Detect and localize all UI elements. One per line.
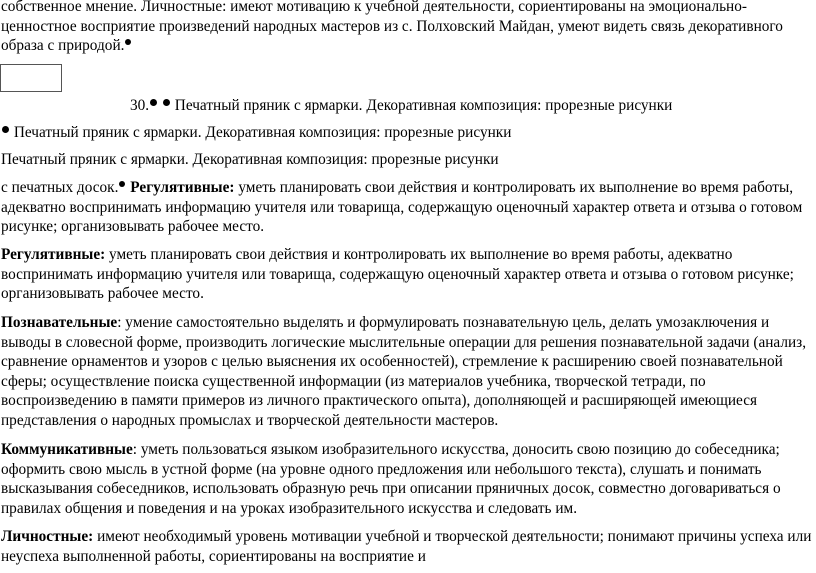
paragraph-personal — [1, 527, 813, 566]
section-label: Регулятивные: — [130, 179, 235, 196]
empty-frame-box — [0, 64, 62, 92]
section-label: Личностные: — [1, 528, 94, 545]
lesson-title-plain — [1, 150, 813, 170]
paragraph-text: : умение самостоятельно выделять и формулировать познавательную цель, делать умозаключения и выводы в словесной форме, производить логические мыслительные операции для решения познавательной задачи (анализ, сравнение орнаментов и узоров с целью выяснения их особенностей), стремление к расширению своей познавательной сферы; осуществление поиска существенной информации (из материалов учебника, творческой тетради, по воспроизведению в памяти примеров из личного практического опыта), дополняющей и расширяющей имеющиеся представления о народных промыслах и творческой деятельности мастеров. — [1, 314, 807, 429]
paragraph-lead: с печатных досок. — [1, 179, 119, 196]
bullet-dot-icon — [125, 39, 131, 45]
bullet-dot-icon — [2, 126, 9, 133]
lesson-title-text: Печатный пряник с ярмарки. Декоративная композиция: прорезные рисунки — [1, 151, 499, 168]
lesson-title-text: Печатный пряник с ярмарки. Декоративная композиция: прорезные рисунки — [13, 124, 512, 141]
paragraph-regulative-1 — [1, 178, 813, 237]
bullet-dot-icon — [119, 181, 125, 187]
lesson-title-bulleted — [1, 123, 813, 143]
paragraph-communicative — [1, 440, 813, 518]
paragraph-personal-intro — [1, 0, 813, 56]
section-label: Регулятивные: — [1, 246, 106, 263]
lesson-title-numbered — [130, 96, 810, 116]
paragraph-text: : уметь пользоваться языком изобразительного искусства, доносить свою позицию до собеседника; оформить свою мысль в устной форме (на уровне одного предложения или небольшого текста), слушать и понимать высказывания собеседников, использовать образную речь при описании пряничных досок, совместно договариваться о правилах общения и поведения и на уроках изобразительного искусства и следовать им. — [1, 441, 781, 517]
lesson-title-text: Печатный пряник с ярмарки. Декоративная композиция: прорезные рисунки — [174, 97, 673, 114]
bullet-dot-icon — [150, 99, 157, 106]
paragraph-text: имеют необходимый уровень мотивации учебной и творческой деятельности; понимают причины успеха или неуспеха выполненной работы, сориентированы на восприятие и — [1, 528, 812, 565]
lesson-number: 30. — [130, 97, 150, 114]
paragraph-cognitive — [1, 313, 813, 430]
paragraph-regulative-2 — [1, 245, 813, 304]
bullet-dot-icon — [163, 99, 170, 106]
paragraph-text: уметь планировать свои действия и контролировать их выполнение во время работы, адекватно воспринимать информацию учителя или товарища, содержащую оценочный характер ответа и отзыва о готовом рисунке; организовывать рабочее место. — [1, 246, 794, 302]
paragraph-text: собственное мнение. Личностные: имеют мотивацию к учебной деятельности, сориентированы на эмоционально-ценностное восприятие произведений народных мастеров из с. Полховский Майдан, умеют видеть связь декоративного образа с природой. — [1, 0, 783, 54]
section-label: Коммуникативные — [1, 441, 133, 458]
section-label: Познавательные — [1, 314, 118, 331]
paragraph-text: уметь планировать свои действия и контролировать их выполнение во время работы, адекватно воспринимать информацию учителя или товарища, содержащую оценочный характер ответа и отзыва о готовом рисунке; организовывать рабочее место. — [1, 179, 803, 235]
